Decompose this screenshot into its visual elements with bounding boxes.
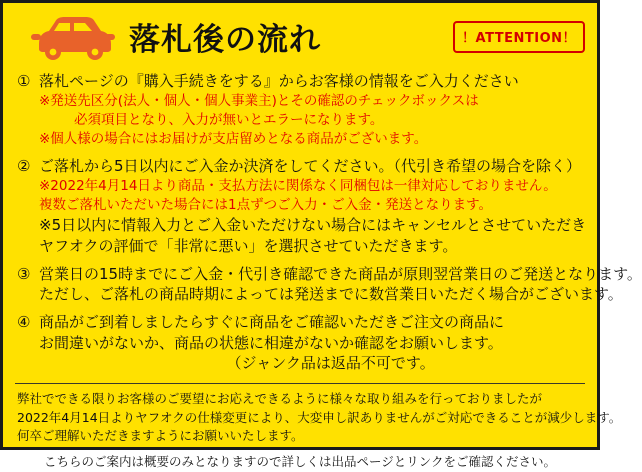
step-heading: [17, 156, 583, 177]
step-number: ③: [17, 264, 31, 283]
car-icon: [29, 12, 115, 62]
note-line: 必須項目となり、入力が無いとエラーになります。: [74, 111, 384, 128]
step-text: 落札ページの『購入手続きをする』からお客様の情報をご入力ください: [39, 72, 519, 90]
list-item: [17, 312, 583, 374]
list-item: [17, 71, 583, 149]
step-number: ①: [17, 72, 31, 90]
header: [3, 3, 597, 69]
subline: ヤフオクの評価で「非常に悪い」を選択させていただきます。: [39, 236, 458, 255]
subline: お間違いがないか、商品の状態に相違がないか確認をお願いします。: [39, 333, 503, 352]
step-sublines: [17, 215, 587, 256]
step-notes: [17, 92, 583, 149]
note-line: ※発送先区分(法人・個人・個人事業主)とその確認のチェックボックスは: [39, 92, 479, 109]
footer: [3, 390, 622, 472]
step-number: ④: [17, 312, 31, 331]
note-line: ※個人様の場合にはお届けが支店留めとなる商品がございます。: [39, 131, 428, 147]
subline: ただし、ご落札の商品時期によっては発送までに数営業日いただく場合がございます。: [39, 285, 623, 304]
footer-line: 何卒ご理解いただきますようにお願いいたします。: [17, 428, 304, 444]
step-text: 商品がご到着しましたらすぐに商品をご確認いただきご注文の商品に: [39, 312, 505, 331]
footer-note: こちらのご案内は概要のみとなりますので詳しくは出品ページとリンクをご確認ください。: [43, 454, 556, 470]
step-number: ②: [17, 157, 31, 176]
list-item: [17, 264, 642, 305]
footer-line: 弊社でできる限りお客様のご要望にお応えできるように様々な取り組みを行っておりましたが: [17, 390, 543, 406]
footer-line: 2022年4月14日よりヤフオクの仕様変更により、大変申し訳ありませんがご対応できることが減少します。: [17, 409, 622, 425]
step-heading: [17, 264, 642, 285]
page-title: 落札後の流れ: [129, 21, 321, 58]
subline: （ジャンク品は返品不可です。: [39, 354, 435, 373]
step-text: ご落札から5日以内にご入金か決済をしてください。（代引き希望の場合を除く）: [39, 157, 582, 176]
note-line: ※2022年4月14日より商品・支払方法に関係なく同梱包は一律対応しておりません。: [39, 177, 557, 194]
note-line: 複数ご落札いただいた場合には1点ずつご入力・ご入金・発送となります。: [39, 197, 493, 213]
divider: [15, 383, 585, 384]
step-notes: [17, 177, 583, 215]
list-item: [17, 156, 587, 256]
step-heading: [17, 71, 583, 92]
steps-list: [3, 69, 642, 374]
step-heading: [17, 312, 583, 333]
subline: ※5日以内に情報入力とご入金いただけない場合にはキャンセルとさせていただき: [39, 216, 587, 235]
attention-badge: ！ATTENTION！: [453, 21, 585, 53]
step-text: 営業日の15時までにご入金・代引き確認できた商品が原則翌営業日のご発送となります。: [39, 264, 642, 283]
